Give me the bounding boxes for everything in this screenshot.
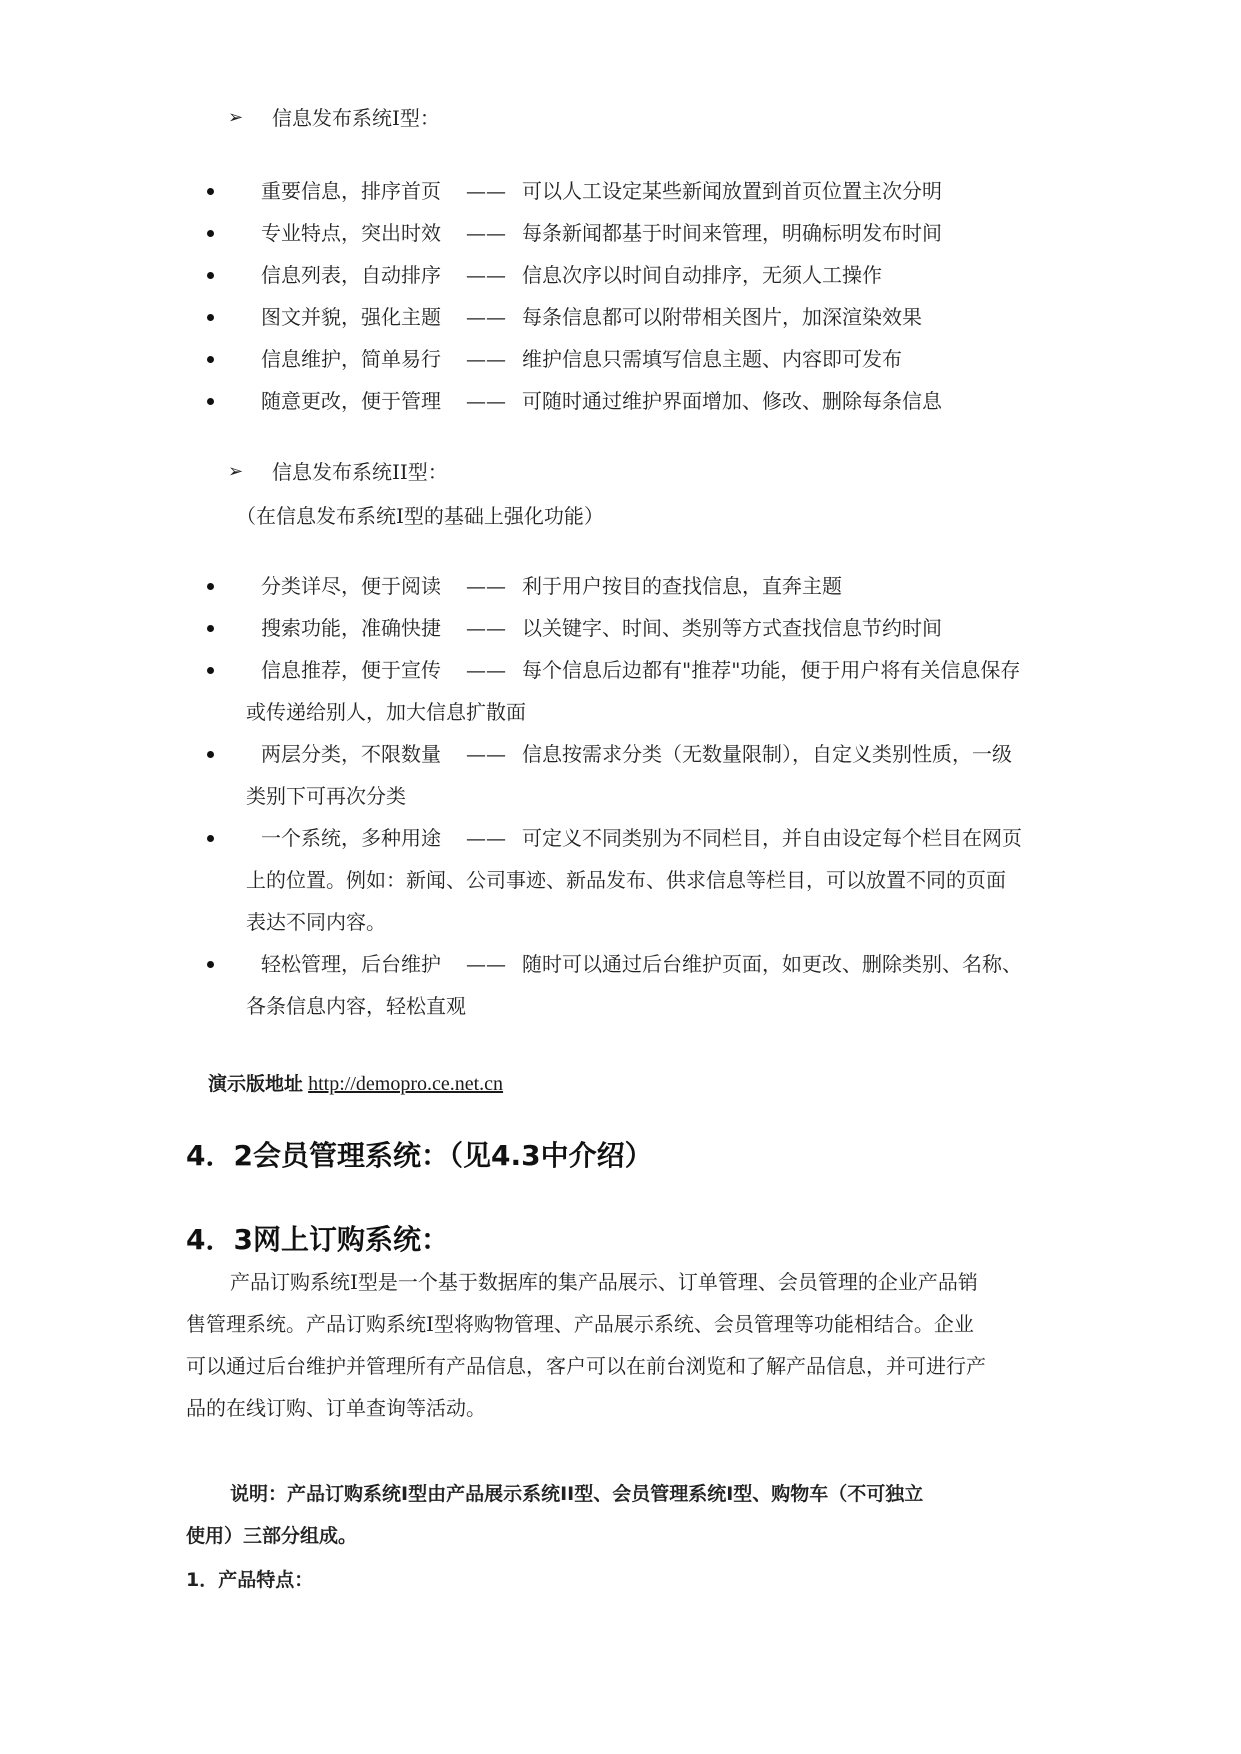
list-item-dash: —— [466,347,506,371]
bullet-icon [207,583,214,590]
list-item-dash: —— [466,658,506,682]
para-line-1: 产品订购系统Ⅰ型是一个基于数据库的集产品展示、订单管理、会员管理的企业产品销 [230,1270,978,1294]
list-item-title: 随意更改，便于管理 [261,389,441,413]
list-item-desc: 信息次序以时间自动排序，无须人工操作 [522,263,882,287]
list-item-dash: —— [466,826,506,850]
bullet-icon [207,751,214,758]
list-item-dash: —— [466,952,506,976]
list-item-desc: 每条新闻都基于时间来管理，明确标明发布时间 [522,221,942,245]
note-line-1: 说明：产品订购系统Ⅰ型由产品展示系统II型、会员管理系统Ⅰ型、购物车（不可独立 [230,1483,924,1505]
bullet-icon [207,230,214,237]
list-item-dash: —— [466,221,506,245]
list-item-title: 一个系统，多种用途 [261,826,441,850]
list-item-continuation: 表达不同内容。 [246,910,386,934]
list-item-desc: 利于用户按目的查找信息，直奔主题 [522,574,842,598]
bullet-icon [207,667,214,674]
bullet-icon [207,272,214,279]
list-item-dash: —— [466,574,506,598]
list-item-desc: 随时可以通过后台维护页面，如更改、删除类别、名称、 [522,952,1022,976]
list-item-continuation: 各条信息内容，轻松直观 [246,994,466,1018]
list-item-desc: 每个信息后边都有"推荐"功能，便于用户将有关信息保存 [522,658,1021,682]
note-line-2: 使用）三部分组成。 [186,1525,358,1547]
bullet-icon [207,188,214,195]
list-item-dash: —— [466,616,506,640]
point-1-heading: 1．产品特点： [186,1569,314,1591]
list-item-dash: —— [466,389,506,413]
list-item-title: 信息推荐，便于宣传 [261,658,441,682]
list-item-title: 重要信息，排序首页 [261,179,441,203]
demo-address [208,1070,503,1099]
section1-heading: 信息发布系统Ⅰ型： [272,106,440,130]
bullet-icon [207,398,214,405]
para-line-2: 售管理系统。产品订购系统Ⅰ型将购物管理、产品展示系统、会员管理等功能相结合。企业 [186,1312,974,1336]
list-item-title: 信息维护，简单易行 [261,347,441,371]
list-item-dash: —— [466,179,506,203]
list-item-dash: —— [466,742,506,766]
bullet-icon [207,625,214,632]
list-item-title: 轻松管理，后台维护 [261,952,441,976]
bullet-icon [207,835,214,842]
list-item-desc: 每条信息都可以附带相关图片，加深渲染效果 [522,305,922,329]
demo-label: 演示版地址 [208,1073,304,1095]
para-line-4: 品的在线订购、订单查询等活动。 [186,1396,486,1420]
list-item-desc: 可以人工设定某些新闻放置到首页位置主次分明 [522,179,942,203]
arrow-bullet-icon: ➢ [228,107,244,128]
list-item-title: 搜索功能，准确快捷 [261,616,441,640]
para-line-3: 可以通过后台维护并管理所有产品信息，客户可以在前台浏览和了解产品信息，并可进行产 [186,1354,986,1378]
heading-4-2: 4．2会员管理系统：（见4.3中介绍） [186,1139,653,1172]
heading-4-3: 4．3网上订购系统： [186,1223,449,1256]
list-item-continuation: 或传递给别人，加大信息扩散面 [246,700,526,724]
list-item-title: 图文并貌，强化主题 [261,305,441,329]
bullet-icon [207,961,214,968]
list-item-continuation: 类别下可再次分类 [246,784,406,808]
list-item-dash: —— [466,263,506,287]
section2-subheading: （在信息发布系统Ⅰ型的基础上强化功能） [236,504,604,528]
arrow-bullet-icon: ➢ [228,461,244,482]
bullet-icon [207,314,214,321]
list-item-title: 分类详尽，便于阅读 [261,574,441,598]
bullet-icon [207,356,214,363]
list-item-desc: 维护信息只需填写信息主题、内容即可发布 [522,347,902,371]
section2-heading: 信息发布系统II型： [272,460,448,484]
list-item-dash: —— [466,305,506,329]
list-item-title: 信息列表，自动排序 [261,263,441,287]
list-item-desc: 信息按需求分类（无数量限制），自定义类别性质，一级 [522,742,1012,766]
list-item-continuation: 上的位置。例如：新闻、公司事迹、新品发布、供求信息等栏目，可以放置不同的页面 [246,868,1006,892]
list-item-title: 专业特点，突出时效 [261,221,441,245]
list-item-desc: 可定义不同类别为不同栏目，并自由设定每个栏目在网页 [522,826,1022,850]
demo-link[interactable]: http://demopro.ce.net.cn [308,1073,504,1095]
list-item-desc: 以关键字、时间、类别等方式查找信息节约时间 [522,616,942,640]
list-item-desc: 可随时通过维护界面增加、修改、删除每条信息 [522,389,942,413]
list-item-title: 两层分类，不限数量 [261,742,441,766]
